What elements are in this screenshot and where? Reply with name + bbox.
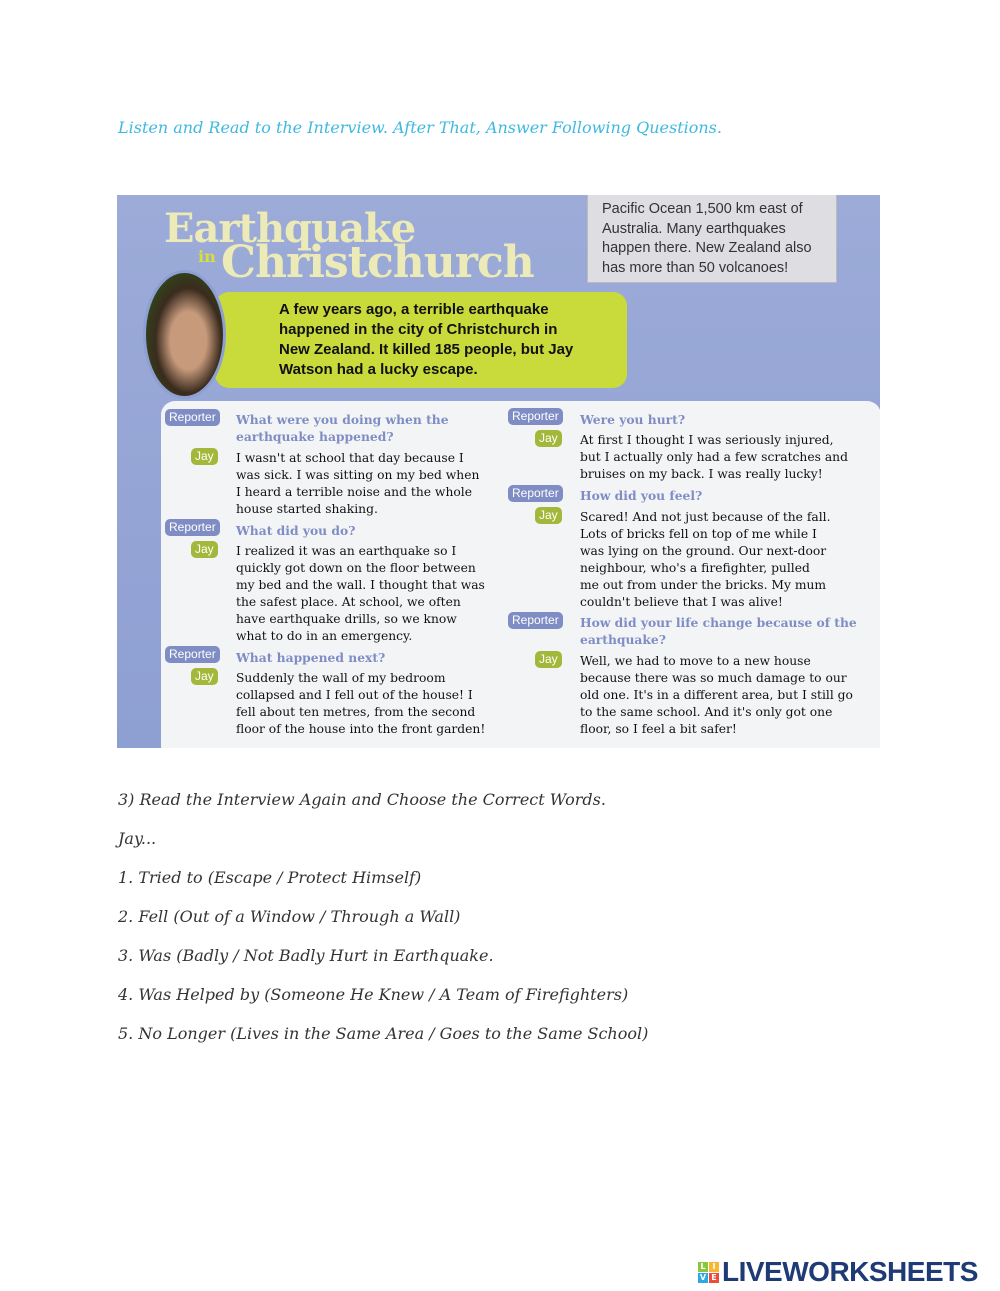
reporter-label: Reporter xyxy=(508,612,563,629)
logo-letter: E xyxy=(709,1273,719,1283)
task-item-1[interactable]: 1. Tried to (Escape / Protect Himself) xyxy=(118,868,422,887)
jay-label: Jay xyxy=(191,448,218,465)
task-heading: 3) Read the Interview Again and Choose the Correct Words. xyxy=(118,790,606,809)
answer: Well, we had to move to a new house because there was so much damage to our old one. It's in a different area, but I still go to the same school. And it's only got one floor, so I feel a bit safer! xyxy=(580,654,853,736)
task-item-4[interactable]: 4. Was Helped by (Someone He Knew / A Team of Firefighters) xyxy=(118,985,629,1004)
article-title-line2: Christchurch xyxy=(221,237,534,288)
answer: Suddenly the wall of my bedroom collapsed and I fell out of the house! I fell about ten metres, from the second floor of the house into the front garden! xyxy=(236,671,486,736)
lead-line: Watson had a lucky escape. xyxy=(279,361,478,378)
article-image xyxy=(117,195,880,748)
fact-box xyxy=(587,195,837,283)
lead-line: A few years ago, a terrible earthquake xyxy=(279,301,549,318)
answer: I wasn't at school that day because I was sick. I was sitting on my bed when I heard a terrible noise and the whole house started shaking. xyxy=(236,451,480,516)
article-title-in: in xyxy=(198,247,216,266)
task-subject: Jay... xyxy=(118,829,157,848)
logo-letter: I xyxy=(709,1262,719,1272)
fact-line: happen there. New Zealand also xyxy=(602,240,812,256)
jay-label: Jay xyxy=(191,668,218,685)
fact-line: Australia. Many earthquakes xyxy=(602,220,786,237)
lead-line: happened in the city of Christchurch in xyxy=(279,321,558,338)
logo-text: LIVEWORKSHEETS xyxy=(722,1256,978,1287)
jay-label: Jay xyxy=(191,541,218,558)
fact-line: has more than 50 volcanoes! xyxy=(602,259,789,276)
question: How did you feel? xyxy=(580,488,703,503)
reporter-label: Reporter xyxy=(165,409,220,426)
fact-line: Pacific Ocean 1,500 km east of xyxy=(602,201,803,217)
question: What did you do? xyxy=(236,523,356,538)
question: Were you hurt? xyxy=(580,412,686,427)
article-title-line1: Earthquake xyxy=(164,205,416,252)
jay-label: Jay xyxy=(535,651,562,668)
question: How did your life change because of the earthquake? xyxy=(580,615,857,647)
logo-icon xyxy=(698,1262,719,1283)
answer: At first I thought I was seriously injured, but I actually only had a few scratches and bruises on my back. I was really lucky! xyxy=(580,433,848,481)
task-item-3[interactable]: 3. Was (Badly / Not Badly Hurt in Earthquake. xyxy=(118,946,494,965)
reporter-label: Reporter xyxy=(165,519,220,536)
lead-line: New Zealand. It killed 185 people, but Jay xyxy=(279,341,574,358)
logo-letter: V xyxy=(699,1272,707,1282)
question: What happened next? xyxy=(236,650,386,665)
answer: Scared! And not just because of the fall. Lots of bricks fell on top of me while I was lying on the ground. Our next-door neighbour, who's a firefighter, pulled me out from under the bricks. My mum couldn't believe that I was alive! xyxy=(580,510,831,609)
task-item-5[interactable]: 5. No Longer (Lives in the Same Area / Goes to the Same School) xyxy=(118,1024,649,1043)
task-item-2[interactable]: 2. Fell (Out of a Window / Through a Wall) xyxy=(118,907,461,926)
jay-label: Jay xyxy=(535,507,562,524)
answer: I realized it was an earthquake so I quickly got down on the floor between my bed and the wall. I thought that was the safest place. At school, we often have earthquake drills, so we know what to do in an emergency. xyxy=(236,544,485,643)
reporter-label: Reporter xyxy=(508,485,563,502)
logo-letter: L xyxy=(698,1262,708,1272)
question: What were you doing when the earthquake happened? xyxy=(236,412,449,444)
jay-photo xyxy=(143,270,226,399)
reporter-label: Reporter xyxy=(508,408,563,425)
jay-label: Jay xyxy=(535,430,562,447)
lead-box xyxy=(215,292,627,388)
instruction-text: Listen and Read to the Interview. After That, Answer Following Questions. xyxy=(118,118,722,137)
liveworksheets-logo xyxy=(698,1256,978,1288)
reporter-label: Reporter xyxy=(165,646,220,663)
